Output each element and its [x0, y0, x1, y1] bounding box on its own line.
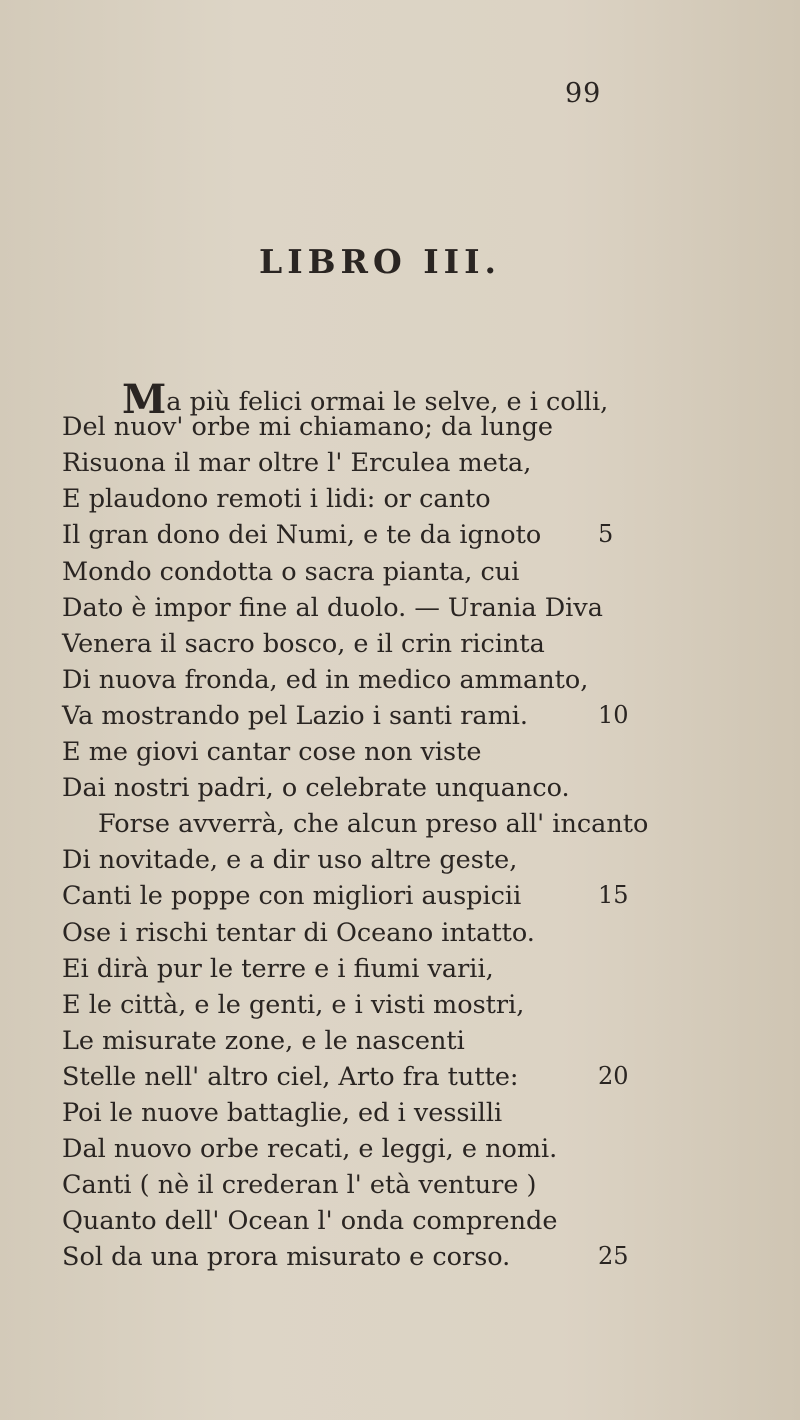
- verse-line: [0, 1098, 800, 1135]
- verse-text: [62, 593, 603, 623]
- verse-text: [62, 701, 528, 731]
- verse-line: [0, 1206, 800, 1243]
- verse-line: [0, 665, 800, 702]
- verse-line: [0, 629, 800, 666]
- verse-body: E me giovi cantar cose non viste: [62, 737, 482, 767]
- book-title: LIBRO III.: [259, 242, 501, 281]
- verse-line: [0, 1062, 800, 1099]
- verse-body: Del nuov' orbe mi chiamano; da lunge: [62, 412, 553, 443]
- line-number: 20: [598, 1061, 629, 1090]
- verse-line: [0, 1242, 800, 1279]
- verse-line: [0, 918, 800, 955]
- verse-text: [62, 1098, 502, 1128]
- verse-text: [62, 990, 524, 1020]
- verse-body: E le città, e le genti, e i visti mostri,: [62, 989, 525, 1020]
- verse-line: [0, 1134, 800, 1171]
- page-number: 99: [565, 78, 602, 109]
- verse-body: Canti ( nè il crederan l' età venture ): [62, 1170, 537, 1201]
- verse-body: Mondo condotta o sacra pianta, cui: [62, 556, 520, 587]
- verse-text: [62, 520, 541, 550]
- verse-text: [62, 1062, 519, 1092]
- line-number: 25: [598, 1242, 629, 1271]
- verse-body: Dai nostri padri, o celebrate unquanco.: [62, 773, 570, 804]
- verse-text: [62, 1134, 557, 1164]
- verse-body: Venera il sacro bosco, e il crin ricinta: [62, 628, 545, 659]
- drop-cap: M: [122, 376, 167, 423]
- verse-line: [0, 520, 800, 557]
- verse-body: Stelle nell' altro ciel, Arto fra tutte:: [62, 1061, 519, 1092]
- verse-text: [62, 845, 517, 875]
- verse-text: [62, 1026, 465, 1056]
- verse-text: [62, 773, 570, 803]
- verse-line: [0, 593, 800, 630]
- verse-line: [0, 701, 800, 738]
- verse-line: [0, 412, 800, 449]
- verse-body: Dal nuovo orbe recati, e leggi, e nomi.: [62, 1134, 558, 1165]
- verse-line: [0, 990, 800, 1027]
- verse-text: [62, 448, 531, 478]
- verse-line: [0, 954, 800, 991]
- verse-body: Va mostrando pel Lazio i santi rami.: [62, 700, 529, 731]
- verse-line: [0, 737, 800, 774]
- verse-body: E plaudono remoti i lidi: or canto: [62, 484, 491, 515]
- verse-text: [62, 629, 545, 659]
- verse-body: Risuona il mar oltre l' Erculea meta,: [62, 448, 532, 479]
- verse-line: [0, 1170, 800, 1207]
- line-number: 5: [598, 520, 614, 549]
- verse-line: [0, 845, 800, 882]
- verse-body: Sol da una prora misurato e corso.: [62, 1242, 511, 1273]
- verse-body: Le misurate zone, e le nascenti: [62, 1025, 465, 1056]
- verse-line: [0, 809, 800, 846]
- line-number: 10: [598, 700, 629, 729]
- verse-body: Di nuova fronda, ed in medico ammanto,: [62, 664, 589, 695]
- verse-text: [62, 1206, 557, 1236]
- verse-body: Canti le poppe con migliori auspicii: [62, 881, 522, 912]
- verse-body: Ei dirà pur le terre e i fiumi varii,: [62, 953, 494, 984]
- verse-text: [62, 1242, 510, 1272]
- verse-body: Di novitade, e a dir uso altre geste,: [62, 845, 518, 876]
- verse-body: Quanto dell' Ocean l' onda comprende: [62, 1206, 558, 1237]
- verse-text: [62, 918, 535, 948]
- verse-text: [62, 557, 519, 587]
- verse-text: [62, 484, 491, 514]
- verse-text: [62, 1170, 536, 1200]
- verse-body: a più felici ormai le selve, e i colli,: [166, 387, 609, 417]
- verse-body: Poi le nuove battaglie, ed i vessilli: [62, 1098, 503, 1128]
- verse-body: Forse avverrà, che alcun preso all' incanto: [98, 809, 649, 840]
- verse-line: [0, 557, 800, 594]
- verse-line: [0, 448, 800, 485]
- verse-text: [62, 881, 521, 911]
- verse-text: [98, 809, 648, 839]
- verse-line: [0, 376, 800, 423]
- verse-body: Ose i rischi tentar di Oceano intatto.: [62, 917, 535, 948]
- verse-text: [62, 665, 588, 695]
- verse-line: [0, 1026, 800, 1063]
- verse-text: [62, 412, 553, 442]
- verse-line: [0, 484, 800, 521]
- verse-body: Dato è impor fine al duolo. — Urania Diva: [62, 592, 603, 623]
- verse-body: Il gran dono dei Numi, e te da ignoto: [62, 520, 542, 551]
- verse-line: [0, 773, 800, 810]
- verse-line: [0, 881, 800, 918]
- line-number: 15: [598, 881, 629, 910]
- verse-text: [62, 737, 481, 767]
- verse-text: [62, 954, 494, 984]
